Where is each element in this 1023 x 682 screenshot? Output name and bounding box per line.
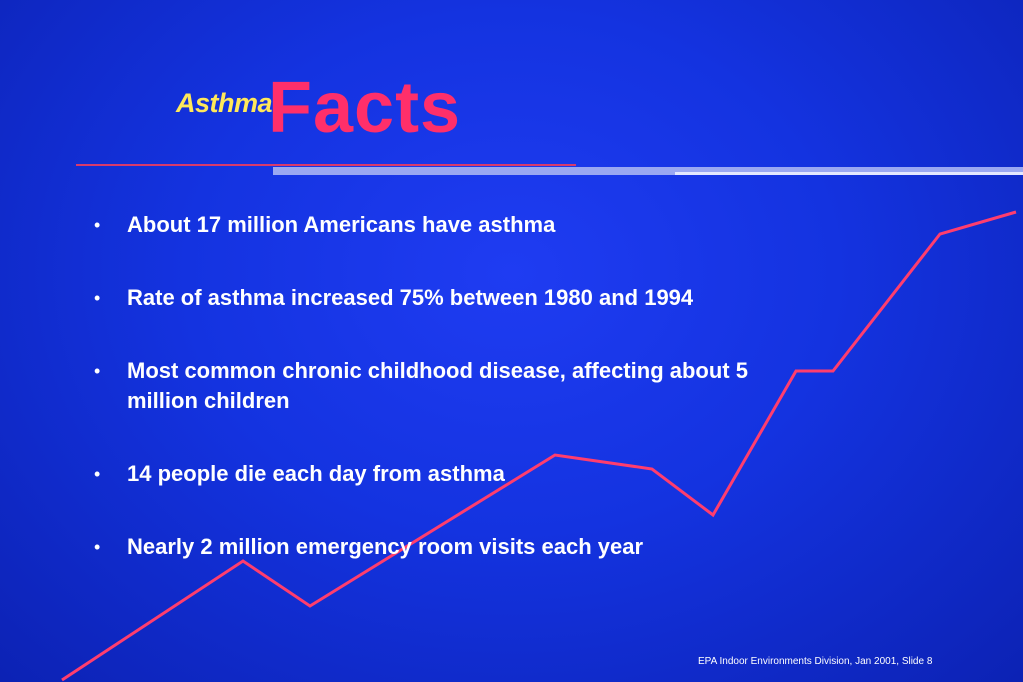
bullet-item xyxy=(94,283,794,313)
title-divider-highlight xyxy=(675,172,1023,175)
bullet-marker: • xyxy=(94,537,101,557)
bullet-list xyxy=(94,210,794,605)
bullet-marker: • xyxy=(94,464,101,484)
bullet-item xyxy=(94,356,794,416)
bullet-text: Nearly 2 million emergency room visits each year xyxy=(127,534,644,559)
bullet-text: Most common chronic childhood disease, affecting about 5 million children xyxy=(127,358,748,413)
bullet-item xyxy=(94,532,794,562)
title-prefix: Asthma xyxy=(176,88,273,118)
bullet-text: About 17 million Americans have asthma xyxy=(127,212,556,237)
bullet-marker: • xyxy=(94,361,101,381)
page-title: Facts xyxy=(268,68,462,148)
slide-footer: EPA Indoor Environments Division, Jan 2001, Slide 8 xyxy=(698,656,933,667)
bullet-text: Rate of asthma increased 75% between 1980 and 1994 xyxy=(127,285,694,310)
title-underline xyxy=(76,164,576,166)
bullet-text: 14 people die each day from asthma xyxy=(127,461,505,486)
bullet-item xyxy=(94,459,794,489)
bullet-marker: • xyxy=(94,288,101,308)
bullet-marker: • xyxy=(94,215,101,235)
bullet-item xyxy=(94,210,794,240)
